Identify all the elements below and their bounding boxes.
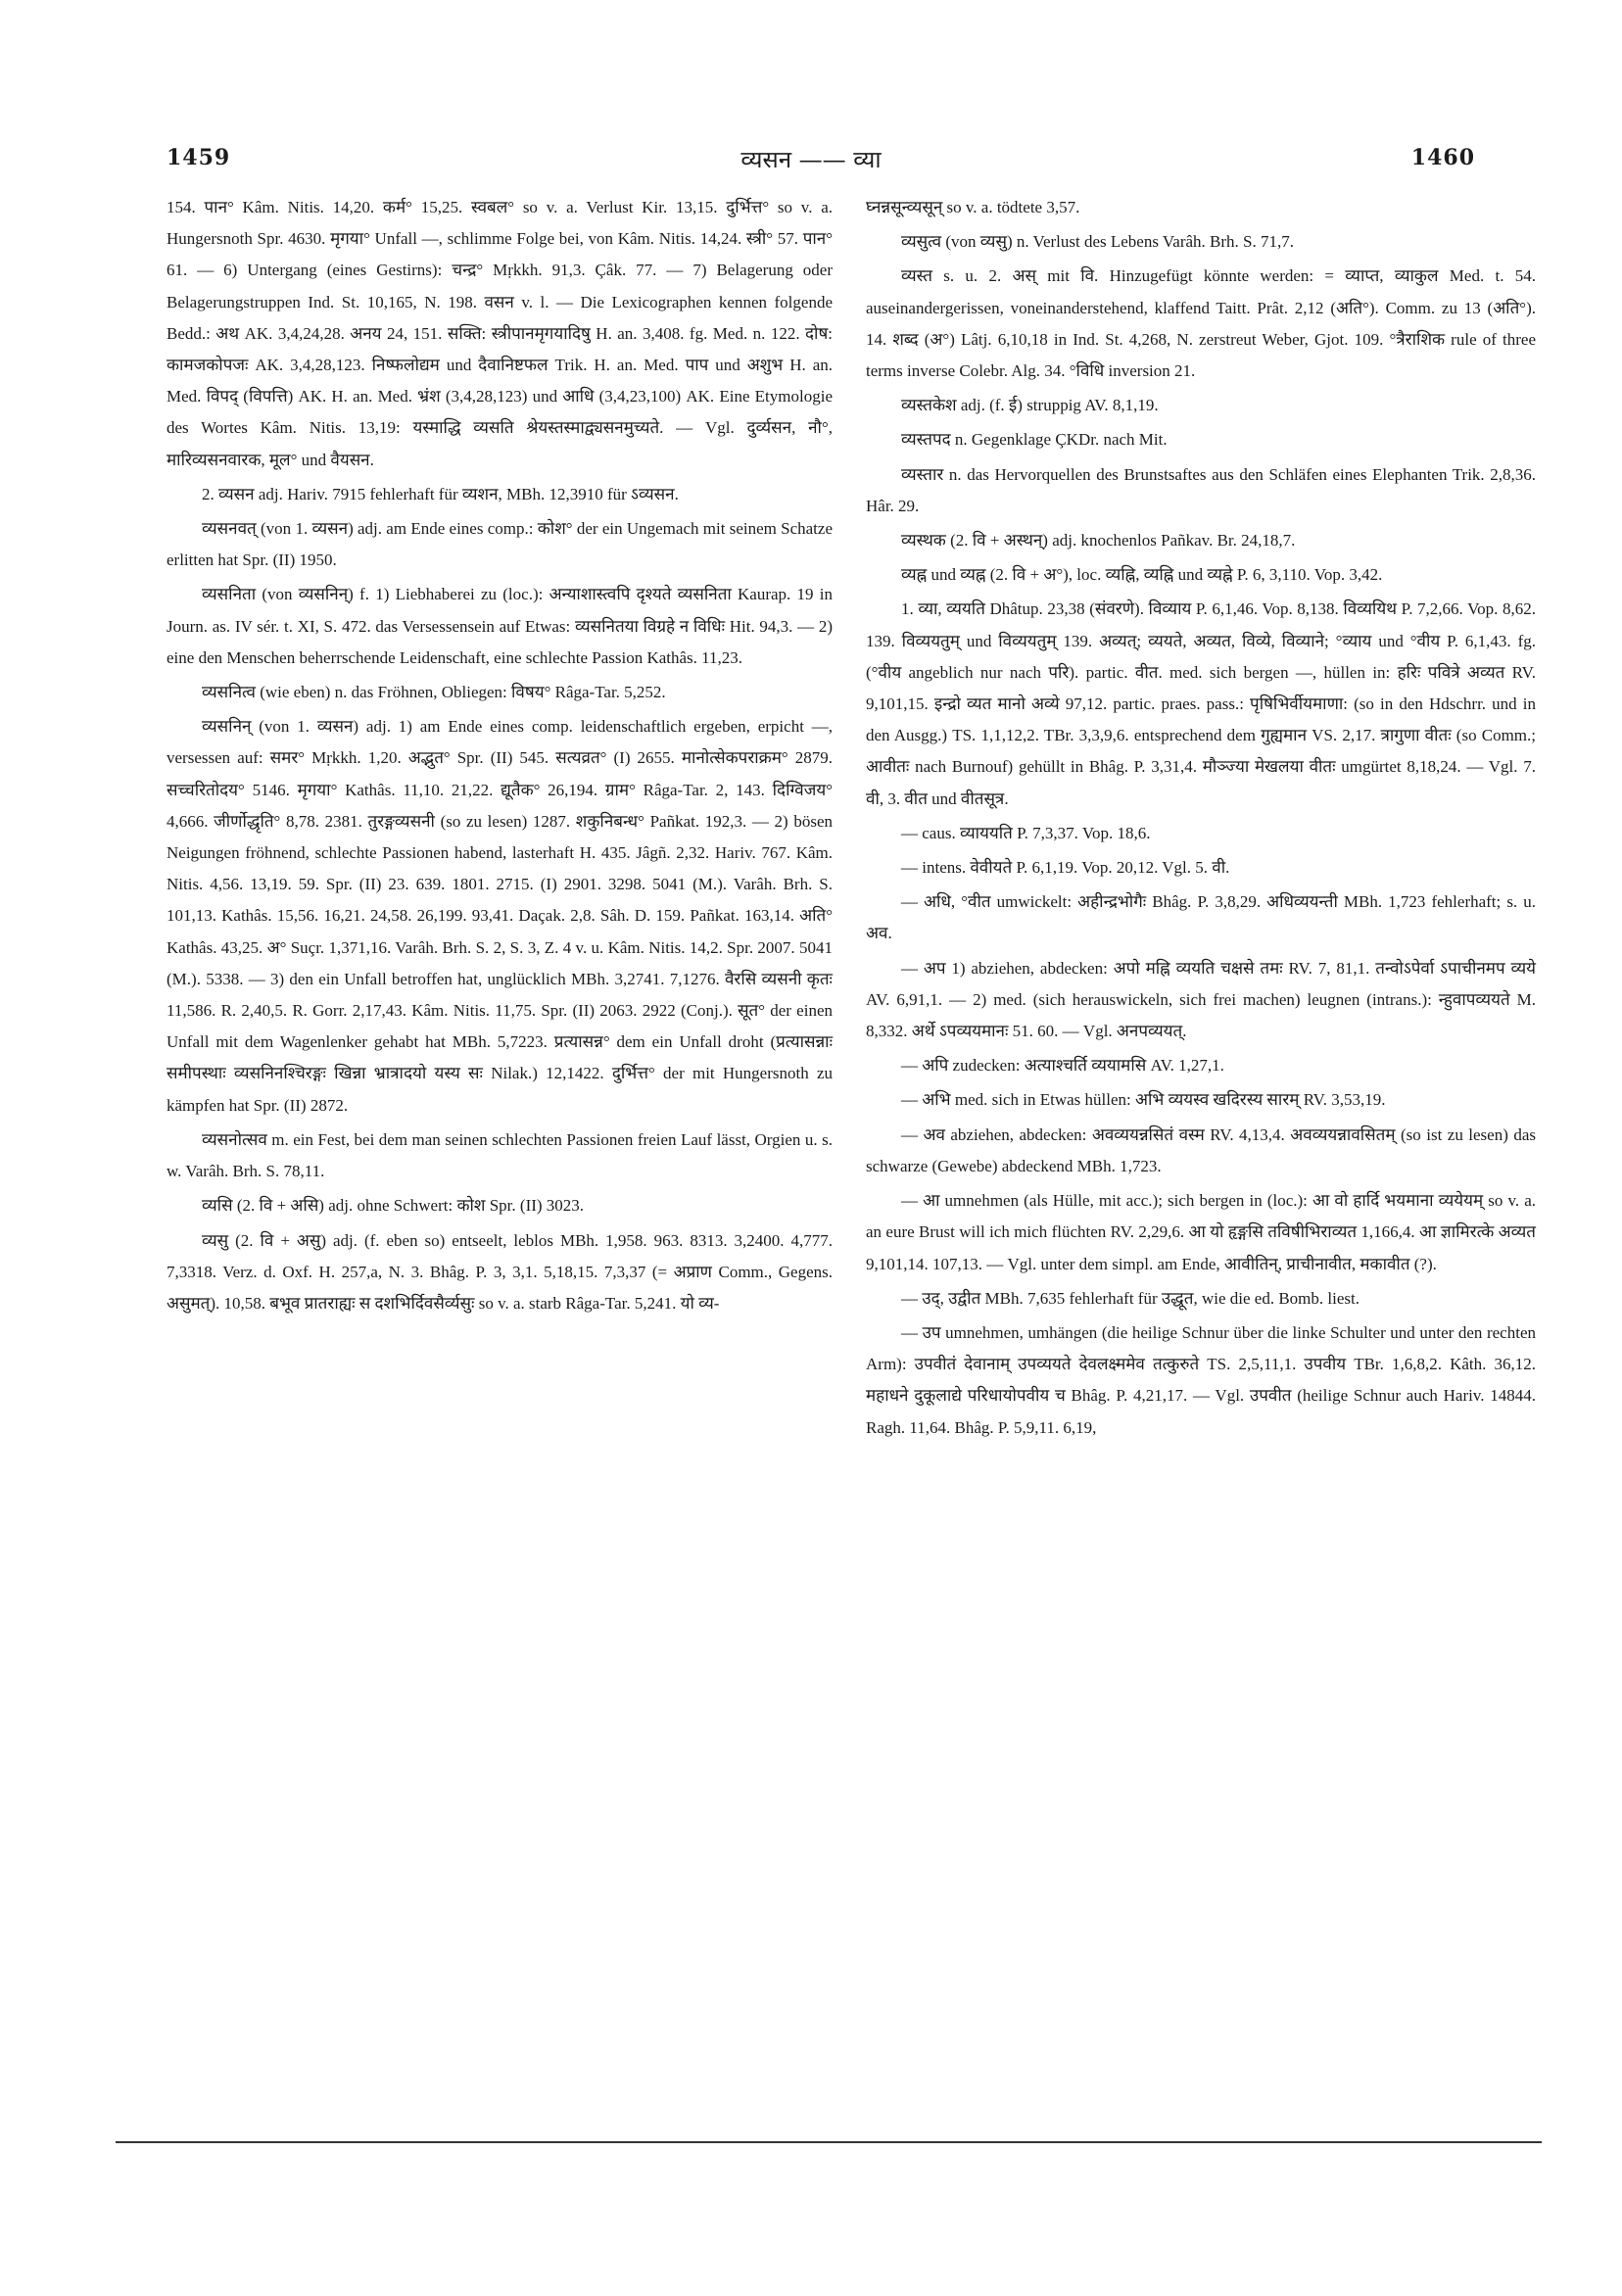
dictionary-entry: व्यस्थक (2. वि + अस्थन्) adj. knochenlos Pañkav. Br. 24,18,7.: [901, 531, 1296, 550]
dictionary-entry: व्यसनवत् (von 1. व्यसन) adj. am Ende eines comp.: कोश° der ein Ungemach mit seinem Schatze erlitten hat Spr. (II) 1950.: [167, 519, 833, 570]
bottom-rule: [116, 2141, 1542, 2143]
dictionary-entry: व्यस्त s. u. 2. अस् mit वि. Hinzugefügt könnte werden: = व्याप्त, व्याकुल Med. t. 54. auseinandergerissen, voneinanderstehend, klaffend Taitt. Prât. 2,12 (अति°). Comm. zu 13 (अति°). 14. शब्द (अ°) Lâtj. 6,10,18 in Ind. St. 4,268, N. zerstreut Weber, Gjot. 109. °त्रैराशिक rule of three terms inverse Colebr. Alg. 34. °विधि inversion 21.: [866, 266, 1536, 381]
dictionary-entry: 1. व्या, व्ययति Dhâtup. 23,38 (संवरणे). विव्याय P. 6,1,46. Vop. 8,138. विव्ययिथ P. 7,2,66. Vop. 8,62. 139. विव्ययतुम् und विव्ययतुम् 139. अव्यत्; व्ययते, अव्यत, विव्ये, विव्याने; °व्याय und °वीय P. 6,1,43. fg. (°वीय angeblich nur nach परि). partic. वीत. med. sich bergen —, hüllen in: हरिः पवित्रे अव्यत RV. 9,101,15. इन्द्रो व्यत मानो अव्ये 97,12. partic. praes. pass.: पृषिभिर्वीयमाणा: (so in den Hdschrr. und in den Ausgg.) TS. 1,1,12,2. TBr. 3,3,9,6. entsprechend dem गुह्यमान VS. 2,17. त्रागुणा वीतः (so Comm.; आवीतः nach Burnouf) gehüllt in Bhâg. P. 3,31,4. मौञ्ज्या मेखलया वीतः umgürtet 8,18,24. — Vgl. 7. वी, 3. वीत und वीतसूत्र.: [866, 599, 1536, 808]
dictionary-entry: व्यस्तपद n. Gegenklage ÇKDr. nach Mit.: [901, 430, 1168, 450]
dictionary-entry: — अप 1) abziehen, abdecken: अपो मह्नि व्ययति चक्षसे तमः RV. 7, 81,1. तन्वोऽपेर्वा ऽपाचीनमप व्यये AV. 6,91,1. — 2) med. (sich herauswickeln, sich frei machen) leugnen (intrans.): न्हुवापव्ययते M. 8,332. अर्थे ऽपव्ययमानः 51. 60. — Vgl. अनपव्ययत्.: [866, 958, 1536, 1041]
dictionary-entry: — उप umnehmen, umhängen (die heilige Schnur über die linke Schulter und unter den rechten Arm): उपवीतं देवानाम् उपव्ययते देवलक्ष्ममेव तत्कुरुते TS. 2,5,11,1. उपवीय TBr. 1,6,8,2. Kâth. 36,12. महाधने दुकूलाद्ये परिधायोपवीय च Bhâg. P. 4,21,17. — Vgl. उपवीत (heilige Schnur auch Hariv. 14844. Ragh. 11,64. Bhâg. P. 5,9,11. 6,19,: [866, 1322, 1536, 1437]
page-number-left: 1459: [167, 145, 231, 170]
dictionary-entry: व्यह्न und व्यह्न (2. वि + अ°), loc. व्यह्नि, व्यह्नि und व्यह्ने P. 6, 3,110. Vop. 3,42.: [901, 565, 1383, 585]
dictionary-entry: व्यसनोत्सव m. ein Fest, bei dem man seinen schlechten Passionen freien Lauf lässt, Orgien u. s. w. Varâh. Brh. S. 78,11.: [167, 1129, 833, 1181]
dictionary-entry: घ्नन्नसून्व्यसून् so v. a. tödtete 3,57.: [866, 198, 1080, 216]
dictionary-entry: — अपि zudecken: अत्याश्चर्ति व्ययामसि AV. 1,27,1.: [901, 1056, 1224, 1076]
page-number-right: 1460: [1410, 145, 1475, 170]
dictionary-entry: — अव abziehen, abdecken: अवव्ययन्नसितं वस्म RV. 4,13,4. अवव्ययन्नावसितम् (so ist zu lesen) das schwarze (Gewebe) abdeckend MBh. 1,723.: [866, 1124, 1536, 1175]
dictionary-entry: — अधि, °वीत umwickelt: अहीन्द्रभोगैः Bhâg. P. 3,8,29. अधिव्ययन्ती MBh. 1,723 fehlerhaft; s. u. अव.: [866, 892, 1536, 943]
dictionary-entry: व्यसनिता (von व्यसनिन्) f. 1) Liebhaberei zu (loc.): अन्याशास्त्वपि दृश्यते व्यसनिता Kaurap. 19 in Journ. as. IV sér. t. XI, S. 472. das Versessensein auf Etwas: व्यसनितया विग्रहे न विधिः Hit. 94,3. — 2) eine den Menschen beherrschende Leidenschaft, eine schlechte Passion Kathâs. 11,23.: [167, 585, 833, 667]
dictionary-entry: व्यस्तकेश adj. (f. ई) struppig AV. 8,1,19.: [901, 396, 1159, 415]
dictionary-entry: — caus. व्याययति P. 7,3,37. Vop. 18,6.: [901, 823, 1151, 842]
left-column: [167, 192, 833, 1322]
dictionary-entry: — intens. वेवीयते P. 6,1,19. Vop. 20,12. Vgl. 5. वी.: [901, 858, 1230, 878]
dictionary-entry: व्यसुत्व (von व्यसु) n. Verlust des Lebens Varâh. Brh. S. 71,7.: [901, 232, 1295, 252]
right-column: [866, 192, 1536, 1447]
dictionary-entry: 2. व्यसन adj. Hariv. 7915 fehlerhaft für व्यशन, MBh. 12,3910 für ऽव्यसन.: [202, 484, 679, 503]
running-head: व्यसन —— व्या: [740, 146, 882, 173]
dictionary-entry: — उद्, उद्वीत MBh. 7,635 fehlerhaft für उद्धूत, wie die ed. Bomb. liest.: [901, 1288, 1360, 1308]
dictionary-entry: व्यसु (2. वि + असु) adj. (f. eben so) entseelt, leblos MBh. 1,958. 963. 8313. 3,2400. 4,777. 7,3318. Verz. d. Oxf. H. 257,a, N. 3. Bhâg. P. 3, 3,1. 5,18,15. 7,3,37 (= अप्राण Comm., Gegens. असुमत्). 10,58. बभूव प्रातराह्यः स दशभिर्दिवसैर्व्यसुः so v. a. starb Râga-Tar. 5,241. यो व्य-: [167, 1230, 833, 1313]
dictionary-entry: — अभि med. sich in Etwas hüllen: अभि व्ययस्व खदिरस्य सारम् RV. 3,53,19.: [901, 1090, 1386, 1110]
dictionary-entry: व्यसनित्व (wie eben) n. das Fröhnen, Obliegen: विषय° Râga-Tar. 5,252.: [202, 683, 666, 702]
dictionary-entry: 154. पान° Kâm. Nitis. 14,20. कर्म° 15,25. स्वबल° so v. a. Verlust Kir. 13,15. दुर्भित्त° so v. a. Hungersnoth Spr. 4630. मृगया° Unfall —, schlimme Folge bei, von Kâm. Nitis. 14,24. स्त्री° 57. पान° 61. — 6) Untergang (eines Gestirns): चन्द्र° Mṛkkh. 91,3. Çâk. 77. — 7) Belagerung oder Belagerungstruppen Ind. St. 10,165, N. 198. वसन v. l. — Die Lexicographen kennen folgende Bedd.: अथ AK. 3,4,24,28. अनय 24, 151. सक्ति: स्त्रीपानमृगयादिषु H. an. 3,408. fg. Med. n. 122. दोष: कामजकोपजः AK. 3,4,28,123. निष्फलोद्यम und दैवानिष्टफल Trik. H. an. Med. पाप und अशुभ H. an. Med. विपद् (विपत्ति) AK. H. an. Med. भ्रंश (3,4,28,123) und आधि (3,4,23,100) AK. Eine Etymologie des Wortes Kâm. Nitis. 13,19: यस्माद्धि व्यसति श्रेयस्तस्माद्व्यसनमुच्यते. — Vgl. दुर्व्यसन, नौ°, मारिव्यसनवारक, मूल° und वैयसन.: [167, 198, 833, 469]
dictionary-entry: व्यसि (2. वि + असि) adj. ohne Schwert: कोश Spr. (II) 3023.: [202, 1196, 585, 1216]
dictionary-entry: — आ umnehmen (als Hülle, mit acc.); sich bergen in (loc.): आ वो हार्दि भयमाना व्ययेयम् so v. a. an eure Brust will ich mich flüchten RV. 2,29,6. आ यो हृङ्गसि तविषीभिराव्यत 1,166,4. आ ज्ञामिरत्के अव्यत 9,101,14. 107,13. — Vgl. unter dem simpl. am Ende, आवीतिन्, प्राचीनावीत, मकावीत (?).: [866, 1191, 1536, 1273]
dictionary-entry: व्यसनिन् (von 1. व्यसन) adj. 1) am Ende eines comp. leidenschaftlich ergeben, erpicht —, versessen auf: समर° Mṛkkh. 1,20. अद्भुत° Spr. (II) 545. सत्यव्रत° (I) 2655. मानोत्सेकपराक्रम° 2879. सच्चरितोदय° 5146. मृगया° Kathâs. 11,10. 21,22. द्यूतैक° 26,194. ग्राम° Râga-Tar. 2, 143. दिग्विजय° 4,666. जीर्णोद्धृति° 8,78. 2381. तुरङ्गव्यसनी (so zu lesen) 1287. शकुनिबन्ध° Pañkat. 192,3. — 2) bösen Neigungen fröhnend, schlechte Passionen habend, lasterhaft H. 435. Jâgñ. 2,32. Hariv. 767. Kâm. Nitis. 4,56. 13,19. 59. Spr. (II) 23. 639. 1801. 2715. (I) 2901. 3298. 5041 (M.). Varâh. Brh. S. 101,13. Kathâs. 15,56. 16,21. 24,58. 26,199. 93,41. Daçak. 2,8. Sâh. D. 159. Pañkat. 163,14. अति° Kathâs. 43,25. अ° Suçr. 1,371,16. Varâh. Brh. S. 2, S. 3, Z. 4 v. u. Kâm. Nitis. 14,2. Spr. 2007. 5041 (M.). 5338. — 3) den ein Unfall betroffen hat, unglücklich MBh. 3,2741. 7,1276. वैरसि व्यसनी कृतः 11,586. R. 2,40,5. R. Gorr. 2,17,43. Kâm. Nitis. 11,75. Spr. (II) 2063. 2922 (Conj.). सूत° der einen Unfall mit dem Wagenlenker gehabt hat MBh. 5,7223. प्रत्यासन्न° dem ein Unfall droht (प्रत्यासन्नाः समीपस्थाः व्यसनिनश्चिरङ्गः खिन्ना भ्रात्रादयो यस्य सः Nilak.) 12,1422. दुर्भित्त° der mit Hungersnoth zu kämpfen hat Spr. (II) 2872.: [167, 717, 833, 1115]
dictionary-entry: व्यस्तार n. das Hervorquellen des Brunstsaftes aus den Schläfen eines Elephanten Trik. 2,8,36. Hâr. 29.: [866, 464, 1536, 515]
